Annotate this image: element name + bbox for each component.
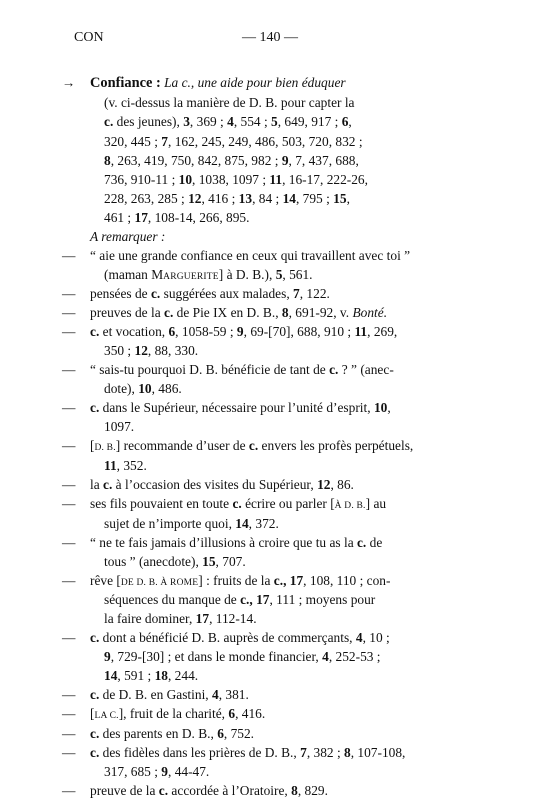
reference-bold: 13 bbox=[238, 190, 253, 206]
text-segment: , 554 ; bbox=[233, 114, 272, 130]
dash-marker: — bbox=[62, 706, 76, 722]
text-segment: , 381. bbox=[218, 687, 249, 703]
text-segment: , 10 ; bbox=[362, 630, 390, 646]
text-segment: “ aie une grande confiance en ceux qui travaillent avec toi ” bbox=[90, 247, 411, 263]
text-segment: de bbox=[366, 534, 383, 550]
reference-bold: 17 bbox=[256, 592, 270, 608]
text-line bbox=[90, 533, 492, 552]
entry-title: Confiance : bbox=[90, 75, 161, 91]
text-segment: , 829. bbox=[297, 782, 328, 798]
reference-bold: 3 bbox=[183, 114, 190, 130]
text-segment: , 752. bbox=[223, 725, 255, 741]
text-segment: , 69-[70], 688, 910 ; bbox=[243, 324, 355, 340]
text-segment: ] recommande d’user de bbox=[115, 438, 249, 454]
text-line bbox=[90, 743, 492, 762]
reference-bold: c. bbox=[356, 534, 367, 550]
text-segment: , 111 ; moyens pour bbox=[269, 592, 376, 608]
subentry-item bbox=[62, 781, 492, 800]
subentry-item bbox=[62, 360, 492, 398]
text-segment: , 649, 917 ; bbox=[277, 114, 342, 130]
text-line bbox=[90, 341, 492, 360]
reference-bold: 7 bbox=[300, 744, 307, 760]
reference-bold: 8 bbox=[104, 152, 111, 168]
text-segment: ses fils pouvaient en toute bbox=[90, 496, 233, 512]
text-segment: envers les profès perpétuels, bbox=[258, 438, 414, 454]
text-segment: ? ” (anec- bbox=[338, 362, 394, 378]
text-segment: 736, 910-11 ; bbox=[104, 171, 179, 187]
text-segment: [ bbox=[90, 706, 95, 722]
text-segment: séquences du manque de bbox=[104, 592, 241, 608]
subentry-item bbox=[62, 322, 492, 360]
entry-heading bbox=[62, 73, 492, 93]
reference-bold: 15 bbox=[202, 553, 216, 569]
text-segment: 228, 263, 285 ; bbox=[104, 190, 189, 206]
reference-bold: c. bbox=[90, 744, 100, 760]
text-segment: , 122. bbox=[299, 286, 330, 302]
text-segment: dont a bénéficié D. B. auprès de commerçants, bbox=[99, 630, 356, 646]
text-line bbox=[90, 552, 492, 571]
dash-marker: — bbox=[62, 572, 76, 588]
text-line bbox=[90, 475, 492, 494]
text-segment: , 108-14, 266, 895. bbox=[147, 209, 250, 225]
text-segment: Bonté. bbox=[352, 305, 388, 321]
reference-bold: 5 bbox=[271, 114, 278, 130]
text-line bbox=[90, 246, 492, 265]
reference-bold: c. bbox=[158, 782, 169, 798]
text-line bbox=[90, 322, 492, 341]
subentry-item bbox=[62, 533, 492, 571]
subentry-item bbox=[62, 475, 492, 494]
text-segment: , bbox=[348, 114, 352, 130]
text-segment: , 252-53 ; bbox=[328, 649, 381, 665]
reference-bold: c. bbox=[90, 324, 100, 340]
subentry-item bbox=[62, 284, 492, 303]
text-line bbox=[104, 151, 492, 170]
text-line bbox=[90, 284, 492, 303]
text-segment: , 16-17, 222-26, bbox=[282, 171, 368, 187]
running-head: CON bbox=[74, 30, 104, 45]
editorial-note: À D. B. bbox=[334, 501, 366, 512]
reference-bold: 7 bbox=[161, 133, 168, 149]
text-segment: , 107-108, bbox=[350, 744, 406, 760]
text-segment: sujet de n’importe quoi, bbox=[104, 515, 236, 531]
reference-bold: c. bbox=[248, 438, 259, 454]
text-segment: des fidèles dans les prières de D. B., bbox=[99, 744, 301, 760]
arrow-right-icon: → bbox=[62, 75, 76, 90]
text-segment: preuves de la bbox=[90, 305, 164, 321]
reference-bold: c. bbox=[90, 630, 100, 646]
editorial-note: ARGUERITE bbox=[163, 271, 219, 282]
reference-bold: 15 bbox=[333, 190, 347, 206]
reference-bold: 11 bbox=[354, 324, 368, 340]
text-segment: , bbox=[387, 400, 391, 416]
reference-bold: 12 bbox=[188, 190, 202, 206]
text-segment: de D. B. en Gastini, bbox=[99, 687, 212, 703]
reference-bold: 4 bbox=[355, 630, 363, 646]
text-segment: , 1058-59 ; bbox=[175, 324, 237, 340]
reference-bold: 9 bbox=[161, 763, 168, 779]
text-segment: , 382 ; bbox=[306, 744, 345, 760]
text-segment: [ bbox=[90, 438, 95, 454]
text-line bbox=[90, 762, 492, 781]
text-segment: 320, 445 ; bbox=[104, 133, 162, 149]
dash-marker: — bbox=[62, 687, 76, 703]
reference-bold: c. bbox=[104, 114, 114, 130]
text-segment: , 263, 419, 750, 842, 875, 982 ; bbox=[110, 152, 282, 168]
reference-bold: 4 bbox=[212, 687, 219, 703]
entry-references bbox=[62, 93, 492, 226]
reference-bold: 10 bbox=[138, 381, 152, 397]
text-segment: des jeunes), bbox=[113, 114, 184, 130]
text-segment: ], fruit de la charité, bbox=[118, 706, 229, 722]
remark-label: A remarquer : bbox=[90, 228, 166, 244]
text-segment: , 729-[30] ; et dans le monde financier, bbox=[110, 649, 323, 665]
text-line bbox=[90, 666, 492, 685]
dash-marker: — bbox=[62, 438, 76, 454]
text-segment: écrire ou parler [ bbox=[241, 496, 335, 512]
text-line bbox=[90, 590, 492, 609]
text-segment: “ ne te fais jamais d’illusions à croire que tu as la bbox=[90, 534, 357, 550]
text-segment: , 486. bbox=[151, 381, 182, 397]
text-line bbox=[90, 379, 492, 398]
text-line bbox=[104, 189, 492, 208]
reference-bold: c. bbox=[232, 496, 242, 512]
text-line bbox=[90, 781, 492, 800]
text-line bbox=[104, 170, 492, 189]
text-segment: preuve de la bbox=[90, 782, 159, 798]
text-segment: , 369 ; bbox=[189, 114, 228, 130]
reference-bold: 6 bbox=[228, 706, 236, 722]
text-segment: , 244. bbox=[167, 668, 199, 684]
reference-bold: 18 bbox=[154, 668, 168, 684]
reference-bold: 4 bbox=[227, 114, 234, 130]
reference-bold: 9 bbox=[236, 324, 244, 340]
reference-bold: c. bbox=[103, 476, 113, 492]
text-segment: , 269, bbox=[367, 324, 398, 340]
text-segment: 1097. bbox=[104, 419, 135, 435]
reference-bold: 17 bbox=[289, 572, 304, 588]
subentry-item bbox=[62, 494, 492, 533]
text-line bbox=[104, 93, 492, 112]
subentry-item bbox=[62, 685, 492, 704]
dash-marker: — bbox=[62, 782, 76, 798]
subentry-item bbox=[62, 436, 492, 475]
text-line bbox=[90, 417, 492, 436]
text-line bbox=[90, 436, 492, 455]
text-segment: , 108, 110 ; con- bbox=[303, 572, 391, 588]
reference-bold: 14 bbox=[104, 668, 118, 684]
reference-bold: 8 bbox=[281, 305, 289, 321]
text-segment: rêve [ bbox=[90, 572, 121, 588]
dash-marker: — bbox=[62, 744, 76, 760]
reference-bold: 9 bbox=[281, 152, 289, 168]
text-segment: 317, 685 ; bbox=[104, 763, 162, 779]
dash-marker: — bbox=[62, 534, 76, 550]
text-segment: , 795 ; bbox=[295, 190, 334, 206]
text-segment: tous ” (anecdote), bbox=[104, 553, 203, 569]
editorial-note: D. B. bbox=[94, 443, 116, 454]
text-segment: , 88, 330. bbox=[147, 343, 199, 359]
text-segment: 461 ; bbox=[104, 209, 135, 225]
subentry-item bbox=[62, 398, 492, 436]
text-segment: , 112-14. bbox=[209, 611, 257, 627]
subentry-item bbox=[62, 724, 492, 743]
text-segment: , 591 ; bbox=[117, 668, 155, 684]
text-segment: la faire dominer, bbox=[104, 611, 196, 627]
reference-bold: 17 bbox=[195, 611, 210, 627]
text-segment: accordée à l’Oratoire, bbox=[168, 782, 292, 798]
text-line bbox=[90, 685, 492, 704]
text-line bbox=[90, 494, 492, 513]
subentry-item bbox=[62, 628, 492, 685]
reference-bold: 12 bbox=[134, 343, 148, 359]
reference-bold: 4 bbox=[322, 649, 329, 665]
page-number: — 140 — bbox=[242, 30, 298, 45]
reference-bold: 14 bbox=[235, 515, 249, 531]
reference-bold: 8 bbox=[291, 782, 298, 798]
text-segment: 350 ; bbox=[104, 343, 135, 359]
reference-bold: 10 bbox=[373, 400, 388, 416]
text-segment: , 7, 437, 688, bbox=[288, 152, 359, 168]
text-line bbox=[90, 360, 492, 379]
text-segment: de Pie IX en D. B., bbox=[173, 305, 282, 321]
reference-bold: c. bbox=[90, 400, 100, 416]
text-line bbox=[90, 303, 492, 322]
dash-marker: — bbox=[62, 362, 76, 378]
text-line bbox=[90, 724, 492, 743]
reference-bold: 14 bbox=[282, 190, 296, 206]
dash-marker: — bbox=[62, 630, 76, 646]
reference-bold: 12 bbox=[317, 476, 331, 492]
dash-marker: — bbox=[62, 496, 76, 512]
text-segment: pensées de bbox=[90, 286, 151, 302]
text-line bbox=[104, 112, 492, 131]
text-segment: la bbox=[90, 476, 104, 492]
text-segment: , 86. bbox=[330, 476, 354, 492]
reference-bold: c., bbox=[273, 572, 287, 588]
subentry-item bbox=[62, 303, 492, 322]
text-segment: ] au bbox=[365, 496, 387, 512]
dash-marker: — bbox=[62, 247, 76, 263]
text-segment: , 416. bbox=[235, 706, 266, 722]
reference-bold: 9 bbox=[104, 649, 111, 665]
text-line bbox=[90, 456, 492, 475]
reference-bold: 5 bbox=[275, 266, 283, 282]
text-segment: , 162, 245, 249, 486, 503, 720, 832 ; bbox=[168, 133, 363, 149]
text-line bbox=[90, 704, 492, 723]
text-line bbox=[90, 514, 492, 533]
text-segment: , 1038, 1097 ; bbox=[192, 171, 270, 187]
dash-marker: — bbox=[62, 725, 76, 741]
reference-bold: c., bbox=[240, 592, 253, 608]
subentry-item bbox=[62, 743, 492, 781]
subentry-item bbox=[62, 704, 492, 723]
text-segment: (v. ci-dessus la manière de D. B. pour capter la bbox=[104, 95, 355, 111]
text-line bbox=[90, 628, 492, 647]
reference-bold: c. bbox=[164, 305, 174, 321]
subentry-item bbox=[62, 246, 492, 285]
text-segment: ] à D. B.), bbox=[218, 266, 276, 282]
text-line bbox=[104, 208, 492, 227]
text-segment: , 707. bbox=[215, 553, 246, 569]
reference-bold: c. bbox=[90, 725, 100, 741]
reference-bold: 7 bbox=[293, 286, 300, 302]
reference-bold: c. bbox=[90, 687, 100, 703]
text-line bbox=[104, 132, 492, 151]
text-line bbox=[90, 265, 492, 284]
text-segment: , 416 ; bbox=[201, 190, 239, 206]
text-segment: , 44-47. bbox=[168, 763, 210, 779]
text-segment: “ sais-tu pourquoi D. B. bénéficie de tant de bbox=[90, 362, 330, 378]
entry-subtitle: La c., une aide pour bien éduquer bbox=[164, 75, 346, 90]
reference-bold: 6 bbox=[168, 324, 176, 340]
dash-marker: — bbox=[62, 305, 76, 321]
text-segment: à l’occasion des visites du Supérieur, bbox=[112, 476, 318, 492]
editorial-note: DE D. B. À ROME bbox=[120, 577, 199, 588]
text-segment: (maman M bbox=[104, 266, 164, 282]
text-line bbox=[90, 647, 492, 666]
reference-bold: 8 bbox=[344, 744, 351, 760]
reference-bold: 17 bbox=[134, 209, 148, 225]
text-line bbox=[90, 609, 492, 628]
reference-bold: c. bbox=[150, 286, 161, 302]
text-segment: , 84 ; bbox=[252, 190, 283, 206]
index-content bbox=[62, 73, 492, 800]
subentry-item bbox=[62, 571, 492, 629]
text-segment: , 372. bbox=[248, 515, 279, 531]
text-segment: , bbox=[346, 190, 350, 206]
reference-bold: 11 bbox=[269, 171, 283, 187]
reference-bold: 10 bbox=[178, 171, 193, 187]
subentry-list bbox=[62, 246, 492, 800]
reference-bold: 11 bbox=[104, 457, 117, 473]
text-line bbox=[90, 571, 492, 590]
text-segment: dote), bbox=[104, 381, 139, 397]
text-segment: ] : fruits de la bbox=[198, 572, 274, 588]
reference-bold: 6 bbox=[217, 725, 224, 741]
dash-marker: — bbox=[62, 286, 76, 302]
dash-marker: — bbox=[62, 400, 76, 416]
text-segment: , 691-92, v. bbox=[288, 305, 353, 321]
text-segment: des parents en D. B., bbox=[99, 725, 218, 741]
text-line bbox=[90, 398, 492, 417]
editorial-note: LA C. bbox=[94, 711, 119, 722]
text-segment: , 561. bbox=[282, 266, 313, 282]
dash-marker: — bbox=[62, 476, 76, 492]
reference-bold: 6 bbox=[341, 114, 349, 130]
text-segment: dans le Supérieur, nécessaire pour l’unité d’esprit, bbox=[99, 400, 374, 416]
text-segment: , 352. bbox=[116, 457, 147, 473]
text-segment: suggérées aux malades, bbox=[160, 286, 294, 302]
reference-bold: c. bbox=[329, 362, 339, 378]
text-segment: et vocation, bbox=[99, 324, 169, 340]
dash-marker: — bbox=[62, 324, 76, 340]
